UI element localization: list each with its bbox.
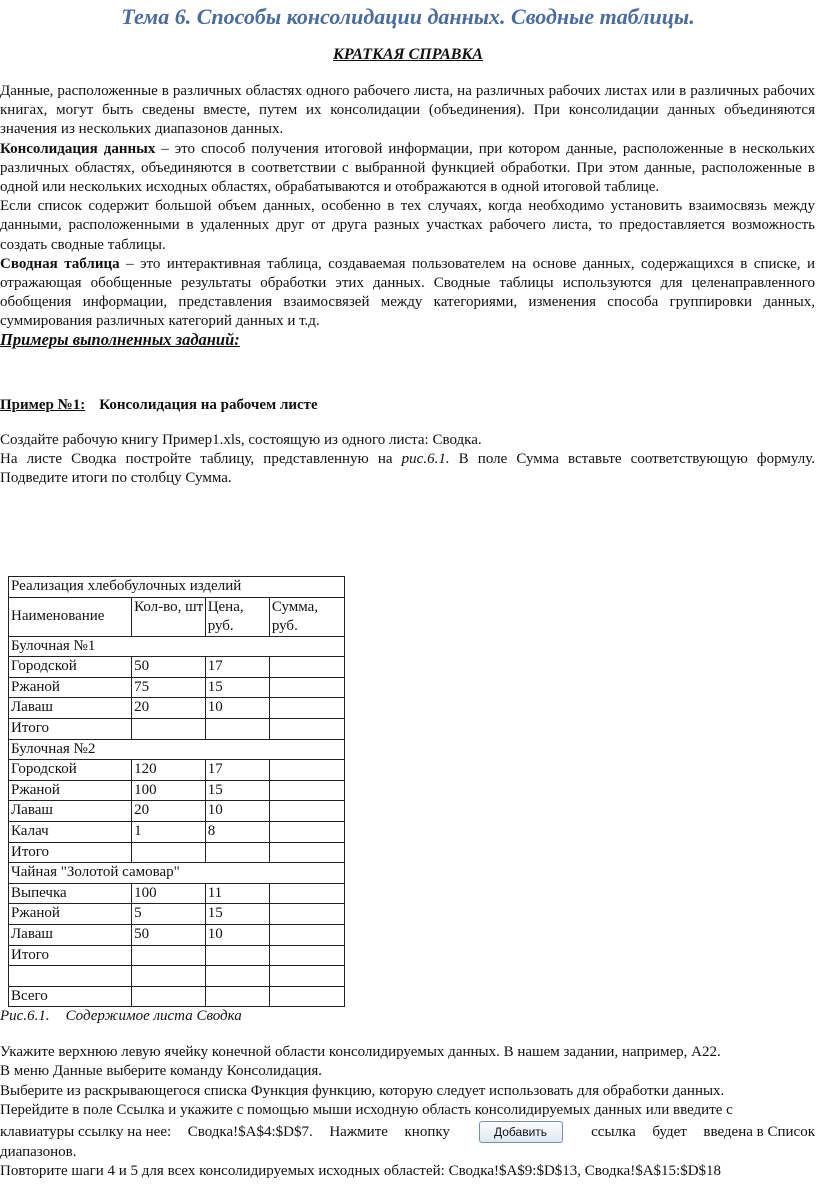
price-cell bbox=[205, 842, 269, 863]
figure-reference: рис.6.1. bbox=[401, 451, 450, 467]
table-row bbox=[9, 657, 345, 678]
quantity-cell bbox=[132, 945, 206, 966]
quantity-cell bbox=[132, 842, 206, 863]
table-row bbox=[9, 801, 345, 822]
table-row bbox=[9, 904, 345, 925]
name-cell: Всего bbox=[9, 986, 132, 1007]
quantity-cell bbox=[132, 986, 206, 1007]
instruction-6: диапазонов. bbox=[0, 1143, 77, 1160]
instruction-5 bbox=[0, 1121, 815, 1143]
quantity-cell bbox=[132, 718, 206, 739]
table-row bbox=[9, 698, 345, 719]
table-title-row bbox=[9, 577, 345, 598]
price-cell: 17 bbox=[205, 657, 269, 678]
table-row bbox=[9, 924, 345, 945]
quantity-cell: 120 bbox=[132, 760, 206, 781]
instruction-3: Выберите из раскрывающегося списка Функция функцию, которую следует использовать для обработки данных. bbox=[0, 1082, 725, 1099]
header-price: Цена, руб. bbox=[205, 597, 269, 636]
price-cell bbox=[205, 986, 269, 1007]
price-cell: 10 bbox=[205, 801, 269, 822]
price-cell: 17 bbox=[205, 760, 269, 781]
group-name-cell: Чайная "Золотой самовар" bbox=[9, 863, 345, 884]
sum-cell bbox=[269, 904, 344, 925]
sum-cell bbox=[269, 801, 344, 822]
task-line-1: Создайте рабочую книгу Пример1.xls, состоящую из одного листа: Сводка. bbox=[0, 432, 482, 448]
group-name-cell: Булочная №2 bbox=[9, 739, 345, 760]
price-cell: 10 bbox=[205, 924, 269, 945]
sum-cell bbox=[269, 842, 344, 863]
name-cell: Ржаной bbox=[9, 904, 132, 925]
quantity-cell: 20 bbox=[132, 698, 206, 719]
name-cell: Итого bbox=[9, 945, 132, 966]
definition-pivot-table: – это интерактивная таблица, создаваемая пользователем на основе данных, содержащихся в списке, и отражающая обобщенные результаты обработки этих данных. Сводные таблицы используются для целенаправленного обобщения информации, представления взаимосвязей между категориями, изменения способа группировки данных, суммирования различных категорий данных и т.д. bbox=[0, 255, 816, 330]
sum-cell bbox=[269, 780, 344, 801]
table-title: Реализация хлебобулочных изделий bbox=[9, 577, 345, 598]
paragraph-consolidation-intro: Данные, расположенные в различных областях одного рабочего листа, на различных рабочих листах или в различных рабочих книгах, могут быть сведены вместе, путем их консолидации (объединения). При консолидации данных объединяются значения из нескольких диапазонов данных. bbox=[0, 83, 815, 138]
instructions bbox=[0, 1043, 815, 1181]
sum-cell bbox=[269, 945, 344, 966]
name-cell: Ржаной bbox=[9, 677, 132, 698]
quantity-cell: 100 bbox=[132, 780, 206, 801]
instruction-5-reference: Сводка!$A$4:$D$7. bbox=[187, 1123, 313, 1140]
name-cell: Лаваш bbox=[9, 924, 132, 945]
table-header-row bbox=[9, 597, 345, 636]
header-sum: Сумма, руб. bbox=[269, 597, 344, 636]
quantity-cell: 50 bbox=[132, 924, 206, 945]
sum-cell bbox=[269, 821, 344, 842]
instruction-5-link-word: ссылка bbox=[591, 1123, 636, 1140]
table-row bbox=[9, 945, 345, 966]
quantity-cell: 100 bbox=[132, 883, 206, 904]
quantity-cell: 1 bbox=[132, 821, 206, 842]
sum-cell bbox=[269, 760, 344, 781]
price-cell bbox=[205, 718, 269, 739]
sum-cell bbox=[269, 986, 344, 1007]
instruction-1: Укажите верхнюю левую ячейку конечной области консолидируемых данных. В нашем задании, например, А22. bbox=[0, 1044, 721, 1060]
paragraph-pivot-definition bbox=[0, 255, 815, 332]
section-subtitle: КРАТКАЯ СПРАВКА bbox=[333, 46, 483, 63]
price-cell: 11 bbox=[205, 883, 269, 904]
sum-cell bbox=[269, 657, 344, 678]
sum-cell bbox=[269, 966, 344, 987]
price-cell: 10 bbox=[205, 698, 269, 719]
name-cell: Ржаной bbox=[9, 780, 132, 801]
table-group-row bbox=[9, 863, 345, 884]
group-name-cell: Булочная №1 bbox=[9, 636, 345, 657]
quantity-cell bbox=[132, 966, 206, 987]
table-row bbox=[9, 821, 345, 842]
name-cell: Лаваш bbox=[9, 698, 132, 719]
examples-heading: Примеры выполненных заданий: bbox=[0, 330, 240, 349]
name-cell: Городской bbox=[9, 760, 132, 781]
term-consolidation: Консолидация данных bbox=[0, 140, 156, 157]
sum-cell bbox=[269, 924, 344, 945]
task-line-2-rest: В поле Сумма вставьте соответствующую формулу. Подведите итоги по столбцу Сумма. bbox=[0, 451, 815, 486]
quantity-cell: 5 bbox=[132, 904, 206, 925]
sum-cell bbox=[269, 883, 344, 904]
name-cell: Лаваш bbox=[9, 801, 132, 822]
instruction-5-button-word: кнопку bbox=[404, 1123, 450, 1140]
paragraph-consolidation-definition bbox=[0, 140, 815, 198]
table-row bbox=[9, 986, 345, 1007]
name-cell: Выпечка bbox=[9, 883, 132, 904]
table-row bbox=[9, 718, 345, 739]
example-1-heading bbox=[0, 397, 318, 414]
instruction-5-press: Нажмите bbox=[329, 1123, 388, 1140]
name-cell: Итого bbox=[9, 718, 132, 739]
example-1-title: Консолидация на рабочем листе bbox=[99, 397, 318, 413]
task-text bbox=[0, 431, 815, 488]
table-row bbox=[9, 780, 345, 801]
quantity-cell: 75 bbox=[132, 677, 206, 698]
add-button[interactable]: Добавить bbox=[479, 1121, 563, 1143]
caption-text: Содержимое листа Сводка bbox=[65, 1008, 242, 1024]
sales-table bbox=[8, 576, 345, 1007]
document-title: Тема 6. Способы консолидации данных. Сводные таблицы. bbox=[121, 4, 695, 29]
price-cell: 15 bbox=[205, 780, 269, 801]
quantity-cell: 20 bbox=[132, 801, 206, 822]
table-row bbox=[9, 677, 345, 698]
table-row bbox=[9, 883, 345, 904]
header-quantity: Кол-во, шт bbox=[132, 597, 206, 636]
header-name: Наименование bbox=[9, 597, 132, 636]
figure-caption bbox=[0, 1008, 242, 1025]
table-row bbox=[9, 760, 345, 781]
instruction-4: Перейдите в поле Ссылка и укажите с помощью мыши исходную область консолидируемых данных или введите с bbox=[0, 1102, 733, 1119]
sum-cell bbox=[269, 698, 344, 719]
reference-text bbox=[0, 82, 815, 332]
name-cell: Калач bbox=[9, 821, 132, 842]
name-cell bbox=[9, 966, 132, 987]
price-cell bbox=[205, 945, 269, 966]
instruction-5-will-word: будет bbox=[652, 1123, 687, 1140]
price-cell bbox=[205, 966, 269, 987]
paragraph-pivot-intro: Если список содержит большой объем данных, особенно в тех случаях, когда необходимо установить взаимосвязь между данными, расположенными в удаленных друг от друга разных участках рабочего листа, то предоставляется возможность создать сводные таблицы. bbox=[0, 198, 815, 253]
name-cell: Итого bbox=[9, 842, 132, 863]
table-row bbox=[9, 966, 345, 987]
caption-number: Рис.6.1. bbox=[0, 1008, 50, 1024]
term-pivot-table: Сводная таблица bbox=[0, 255, 120, 272]
price-cell: 8 bbox=[205, 821, 269, 842]
instruction-7: Повторите шаги 4 и 5 для всех консолидируемых исходных областей: Сводка!$A$9:$D$13, Сводка!$A$15:$D$18 bbox=[0, 1163, 722, 1180]
table-group-row bbox=[9, 636, 345, 657]
task-line-2-text: На листе Сводка постройте таблицу, представленную на bbox=[0, 451, 402, 467]
example-1-number: Пример №1: bbox=[0, 397, 86, 413]
instruction-5-end: введена в Список bbox=[703, 1123, 815, 1140]
price-cell: 15 bbox=[205, 904, 269, 925]
quantity-cell: 50 bbox=[132, 657, 206, 678]
instruction-2: В меню Данные выберите команду Консолидация. bbox=[0, 1063, 323, 1080]
sum-cell bbox=[269, 718, 344, 739]
definition-consolidation: – это способ получения итоговой информации, при котором данные, расположенные в нескольких различных областях, объединяются в соответствии с выбранной функцией обработки. При этом данные, расположенные в одной или нескольких исходных областях, обрабатываются и отображаются в одной итоговой таблице. bbox=[0, 140, 815, 196]
sum-cell bbox=[269, 677, 344, 698]
price-cell: 15 bbox=[205, 677, 269, 698]
task-line-2 bbox=[0, 450, 815, 488]
table-row bbox=[9, 842, 345, 863]
instruction-5-part-a: клавиатуры ссылку на нее: bbox=[0, 1123, 172, 1140]
table-group-row bbox=[9, 739, 345, 760]
name-cell: Городской bbox=[9, 657, 132, 678]
